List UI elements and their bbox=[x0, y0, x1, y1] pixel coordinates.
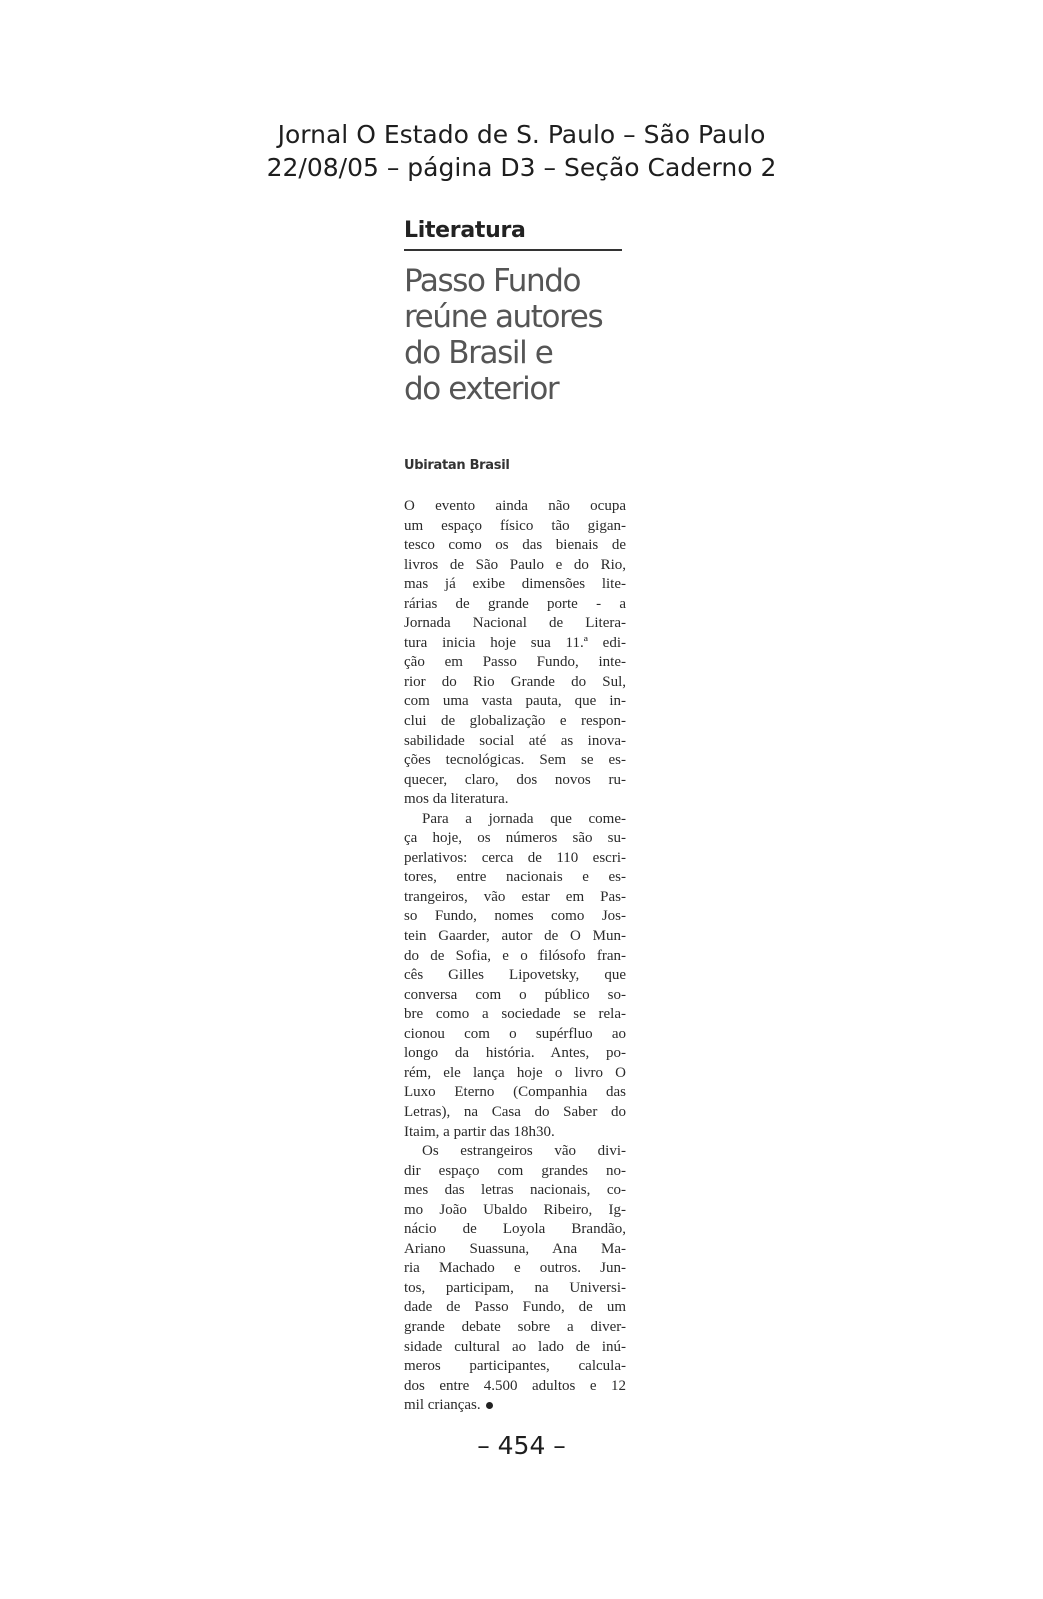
body-line bbox=[404, 966, 626, 986]
body-line-text: cionou com o supérfluo ao bbox=[404, 1025, 626, 1042]
body-line bbox=[404, 1123, 626, 1143]
body-line-text: Para a jornada que come- bbox=[422, 810, 626, 827]
body-line bbox=[404, 653, 626, 673]
body-line-text: livros de São Paulo e do Rio, bbox=[404, 556, 626, 573]
body-line-text: do de Sofia, e o filósofo fran- bbox=[404, 947, 626, 964]
body-line-text: mas já exibe dimensões lite- bbox=[404, 576, 626, 593]
body-line-text: Itaim, a partir das 18h30. bbox=[404, 1123, 555, 1140]
body-line-text: rárias de grande porte - a bbox=[404, 595, 626, 612]
body-line bbox=[404, 927, 626, 947]
body-line bbox=[404, 1279, 626, 1299]
body-line-text: ria Machado e outros. Jun- bbox=[404, 1260, 626, 1277]
body-line bbox=[404, 1064, 626, 1084]
page-header bbox=[0, 118, 1043, 184]
body-line bbox=[404, 732, 626, 752]
body-line bbox=[404, 986, 626, 1006]
body-line bbox=[404, 849, 626, 869]
body-line-text: tura inicia hoje sua 11.ª edi- bbox=[404, 634, 626, 651]
body-line-text: Os estrangeiros vão divi- bbox=[422, 1143, 626, 1160]
body-line-text: clui de globalização e respon- bbox=[404, 713, 626, 730]
body-line-text: meros participantes, calcula- bbox=[404, 1358, 626, 1375]
body-line bbox=[404, 1025, 626, 1045]
body-line bbox=[404, 575, 626, 595]
body-line bbox=[404, 947, 626, 967]
body-line-text: Luxo Eterno (Companhia das bbox=[404, 1084, 626, 1101]
body-line bbox=[404, 1377, 626, 1397]
body-line bbox=[404, 614, 626, 634]
body-line-text: Letras), na Casa do Saber do bbox=[404, 1103, 626, 1120]
body-line bbox=[404, 673, 626, 693]
page-number: – 454 – bbox=[477, 1431, 566, 1460]
body-line bbox=[404, 1396, 626, 1416]
body-line bbox=[404, 1181, 626, 1201]
body-line-text: longo da história. Antes, po- bbox=[404, 1045, 626, 1062]
body-line bbox=[404, 868, 626, 888]
body-line-text: tesco como os das bienais de bbox=[404, 537, 626, 554]
headline-line: reúne autores bbox=[404, 299, 603, 335]
body-line bbox=[404, 1240, 626, 1260]
body-line bbox=[404, 692, 626, 712]
source-line: Jornal O Estado de S. Paulo – São Paulo bbox=[277, 120, 766, 149]
body-line bbox=[404, 829, 626, 849]
body-line-text: dade de Passo Fundo, de um bbox=[404, 1299, 626, 1316]
body-line bbox=[404, 1103, 626, 1123]
body-line-text: cês Gilles Lipovetsky, que bbox=[404, 967, 626, 984]
body-line bbox=[404, 1220, 626, 1240]
body-line bbox=[404, 1318, 626, 1338]
body-line-text: tein Gaarder, autor de O Mun- bbox=[404, 928, 626, 945]
headline bbox=[404, 263, 634, 407]
end-bullet-icon bbox=[486, 1402, 493, 1409]
body-line bbox=[404, 1201, 626, 1221]
body-line-text: sidade cultural ao lado de inú- bbox=[404, 1338, 626, 1355]
body-line bbox=[404, 1162, 626, 1182]
body-line-text: dir espaço com grandes no- bbox=[404, 1162, 626, 1179]
body-line bbox=[404, 1298, 626, 1318]
body-line bbox=[404, 712, 626, 732]
body-line-text: ção em Passo Fundo, inte- bbox=[404, 654, 626, 671]
headline-line: do exterior bbox=[404, 371, 559, 407]
body-line-text: mo João Ubaldo Ribeiro, Ig- bbox=[404, 1201, 626, 1218]
body-line-text: um espaço físico tão gigan- bbox=[404, 517, 626, 534]
section-label: Literatura bbox=[404, 216, 622, 251]
body-line-text: com uma vasta pauta, que in- bbox=[404, 693, 626, 710]
body-line bbox=[404, 888, 626, 908]
body-line-text: mil crianças. bbox=[404, 1397, 481, 1414]
body-line-text: bre como a sociedade se rela- bbox=[404, 1006, 626, 1023]
body-line bbox=[404, 1338, 626, 1358]
article-body bbox=[404, 497, 626, 1416]
body-line bbox=[404, 1083, 626, 1103]
body-line-text: dos entre 4.500 adultos e 12 bbox=[404, 1377, 626, 1394]
body-line bbox=[404, 810, 626, 830]
body-line-text: mes das letras nacionais, co- bbox=[404, 1182, 626, 1199]
body-line-text: tores, entre nacionais e es- bbox=[404, 869, 626, 886]
date-page-section-line: 22/08/05 – página D3 – Seção Caderno 2 bbox=[266, 153, 777, 182]
body-line bbox=[404, 771, 626, 791]
body-line-text: mos da literatura. bbox=[404, 791, 509, 808]
headline-line: Passo Fundo bbox=[404, 263, 581, 299]
body-line-text: ções tecnológicas. Sem se es- bbox=[404, 752, 626, 769]
body-line-text: rior do Rio Grande do Sul, bbox=[404, 673, 626, 690]
body-line bbox=[404, 497, 626, 517]
body-line bbox=[404, 634, 626, 654]
headline-line: do Brasil e bbox=[404, 335, 553, 371]
body-line bbox=[404, 536, 626, 556]
body-line-text: rém, ele lança hoje o livro O bbox=[404, 1064, 626, 1081]
body-line-text: Jornada Nacional de Litera- bbox=[404, 615, 626, 632]
body-line-text: trangeiros, vão estar em Pas- bbox=[404, 888, 626, 905]
body-line-text: nácio de Loyola Brandão, bbox=[404, 1221, 626, 1238]
body-line-text: conversa com o público so- bbox=[404, 986, 626, 1003]
newspaper-clipping bbox=[404, 216, 634, 1416]
body-line bbox=[404, 595, 626, 615]
body-line-text: ça hoje, os números são su- bbox=[404, 830, 626, 847]
body-line-text: grande debate sobre a diver- bbox=[404, 1318, 626, 1335]
byline: Ubiratan Brasil bbox=[404, 458, 510, 473]
body-line-text: so Fundo, nomes como Jos- bbox=[404, 908, 626, 925]
body-line bbox=[404, 907, 626, 927]
body-line bbox=[404, 1357, 626, 1377]
body-line-text: Ariano Suassuna, Ana Ma- bbox=[404, 1240, 626, 1257]
body-line bbox=[404, 556, 626, 576]
body-line bbox=[404, 751, 626, 771]
body-line-text: sabilidade social até as inova- bbox=[404, 732, 626, 749]
body-line bbox=[404, 790, 626, 810]
body-line-text: quecer, claro, dos novos ru- bbox=[404, 771, 626, 788]
body-line-text: O evento ainda não ocupa bbox=[404, 498, 626, 514]
body-line bbox=[404, 1044, 626, 1064]
body-line bbox=[404, 1005, 626, 1025]
body-line-text: perlativos: cerca de 110 escri- bbox=[404, 849, 626, 866]
body-line bbox=[404, 517, 626, 537]
body-line bbox=[404, 1259, 626, 1279]
body-line-text: tos, participam, na Universi- bbox=[404, 1279, 626, 1296]
body-line bbox=[404, 1142, 626, 1162]
